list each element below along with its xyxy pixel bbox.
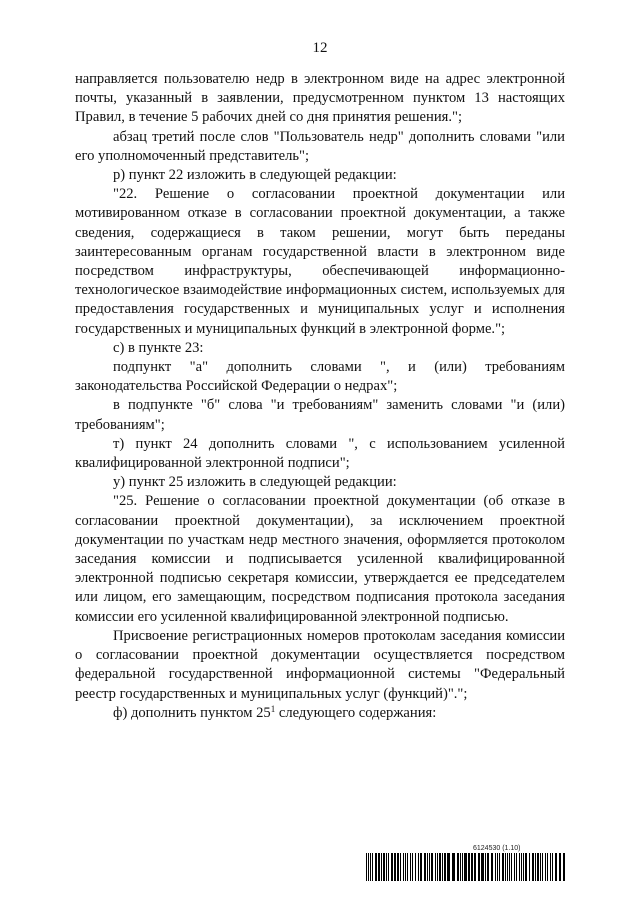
- barcode-bar: [391, 853, 393, 881]
- paragraph: "22. Решение о согласовании проектной документации или мотивированном отказе в согласовании проектной документации, а также сведения, содержащиеся в таком решении, могут быть переданы заинтересованным органам государственной власти в электронном виде посредством инфраструктуры, обеспечивающей информационно-технологическое взаимодействие информационных систем, используемых для предоставления государственных и муниципальных услуг и исполнения государственных и муниципальных функций в электронной форме.";: [75, 186, 565, 337]
- barcode-bar: [366, 853, 367, 881]
- barcode-bar: [442, 853, 443, 881]
- barcode-bar: [397, 853, 399, 881]
- barcode-bar: [378, 853, 380, 881]
- paragraph: р) пункт 22 изложить в следующей редакции:: [113, 167, 397, 184]
- document-code: 6124530 (1.10): [473, 845, 521, 852]
- barcode-bar: [464, 853, 467, 881]
- barcode-bar: [545, 853, 546, 881]
- barcode-bar: [427, 853, 428, 881]
- paragraph: т) пункт 24 дополнить словами ", с использованием усиленной квалифицированной электронной подписи";: [75, 435, 565, 472]
- barcode-bar: [535, 853, 536, 881]
- barcode-bar: [485, 853, 486, 881]
- barcode-bar: [418, 853, 419, 881]
- barcode-bar: [497, 853, 498, 881]
- barcode-bar: [523, 853, 524, 881]
- barcode-bar: [552, 853, 553, 881]
- barcode-bar: [474, 853, 476, 881]
- paragraph: подпункт "а" дополнить словами ", и (или) требованиям законодательства Российской Федерации о недрах";: [75, 359, 565, 395]
- barcode-bar: [519, 853, 520, 881]
- paragraph-text-after: следующего содержания:: [275, 704, 437, 721]
- barcode-bar: [563, 853, 565, 881]
- barcode-bar: [435, 853, 436, 881]
- barcode-bar: [529, 853, 530, 881]
- barcode-bar: [525, 853, 527, 881]
- paragraph-with-superscript: [75, 704, 565, 723]
- barcode-bar: [550, 853, 551, 881]
- barcode-bar: [444, 853, 446, 881]
- barcode-bar: [555, 853, 557, 881]
- barcode-bar: [478, 853, 480, 881]
- barcode-bar: [439, 853, 441, 881]
- barcode-bar: [457, 853, 459, 881]
- barcode-bar: [431, 853, 433, 881]
- barcode-bar: [495, 853, 496, 881]
- paragraph-text-before: ф) дополнить пунктом 25: [113, 704, 271, 721]
- barcode: [366, 853, 566, 881]
- barcode-bar: [468, 853, 470, 881]
- paragraph: Присвоение регистрационных номеров протоколам заседания комиссии о согласовании проектной документации осуществляется посредством федеральной государственной информационной системы "Федеральный реестр государственных и муниципальных услуг (функций)".";: [75, 627, 565, 702]
- barcode-bar: [516, 853, 517, 881]
- barcode-bar: [394, 853, 396, 881]
- superscript-number: 1: [270, 703, 276, 714]
- barcode-bar: [460, 853, 461, 881]
- barcode-bar: [415, 853, 416, 881]
- barcode-bar: [462, 853, 463, 881]
- paragraph: абзац третий после слов "Пользователь недр" дополнить словами "или его уполномоченный представитель";: [75, 128, 565, 164]
- barcode-bar: [514, 853, 515, 881]
- barcode-bar: [375, 853, 377, 881]
- barcode-bar: [452, 853, 455, 881]
- barcode-bar: [499, 853, 500, 881]
- barcode-bar: [491, 853, 493, 881]
- barcode-bar: [487, 853, 489, 881]
- barcode-bar: [507, 853, 508, 881]
- barcode-bar: [511, 853, 512, 881]
- barcode-bar: [400, 853, 401, 881]
- barcode-bar: [537, 853, 539, 881]
- document-body: [75, 70, 565, 723]
- barcode-bar: [437, 853, 438, 881]
- barcode-bar: [471, 853, 473, 881]
- paragraph: с) в пункте 23:: [113, 339, 204, 356]
- barcode-bar: [542, 853, 543, 881]
- barcode-bar: [403, 853, 404, 881]
- barcode-bar: [381, 853, 382, 881]
- barcode-bar: [532, 853, 534, 881]
- barcode-bar: [547, 853, 548, 881]
- barcode-bar: [388, 853, 389, 881]
- page-number: 12: [312, 40, 328, 56]
- barcode-bar: [405, 853, 406, 881]
- barcode-bar: [481, 853, 484, 881]
- barcode-bar: [424, 853, 426, 881]
- barcode-bar: [559, 853, 561, 881]
- barcode-bar: [372, 853, 373, 881]
- barcode-bar: [505, 853, 506, 881]
- paragraph: "25. Решение о согласовании проектной документации (об отказе в согласовании проектной документации), за исключением проектной документации по участкам недр местного значения, оформляется протоколом заседания комиссии и подписывается усиленной квалифицированной электронной подписью секретаря комиссии, утверждается ее председателем или лицом, его замещающим, посредством подписания протокола заседания комиссии его усиленной квалифицированной электронной подписью.: [75, 493, 565, 625]
- paragraph: направляется пользователю недр в электронном виде на адрес электронной почты, указанный в заявлении, предусмотренном пунктом 13 настоящих Правил, в течение 5 рабочих дней со дня принятия решения.";: [75, 71, 565, 126]
- barcode-bar: [447, 853, 450, 881]
- barcode-bar: [509, 853, 510, 881]
- paragraph: у) пункт 25 изложить в следующей редакции:: [113, 474, 397, 491]
- barcode-bar: [410, 853, 411, 881]
- paragraph: в подпункте "б" слова "и требованиям" заменить словами "и (или) требованиям";: [75, 397, 565, 433]
- barcode-bar: [540, 853, 541, 881]
- barcode-bar: [429, 853, 430, 881]
- barcode-bar: [370, 853, 371, 881]
- barcode-bar: [412, 853, 413, 881]
- barcode-bar: [386, 853, 387, 881]
- barcode-bar: [383, 853, 385, 881]
- barcode-bar: [407, 853, 408, 881]
- barcode-bar: [368, 853, 369, 881]
- barcode-bar: [521, 853, 522, 881]
- barcode-bar: [420, 853, 422, 881]
- barcode-bar: [502, 853, 504, 881]
